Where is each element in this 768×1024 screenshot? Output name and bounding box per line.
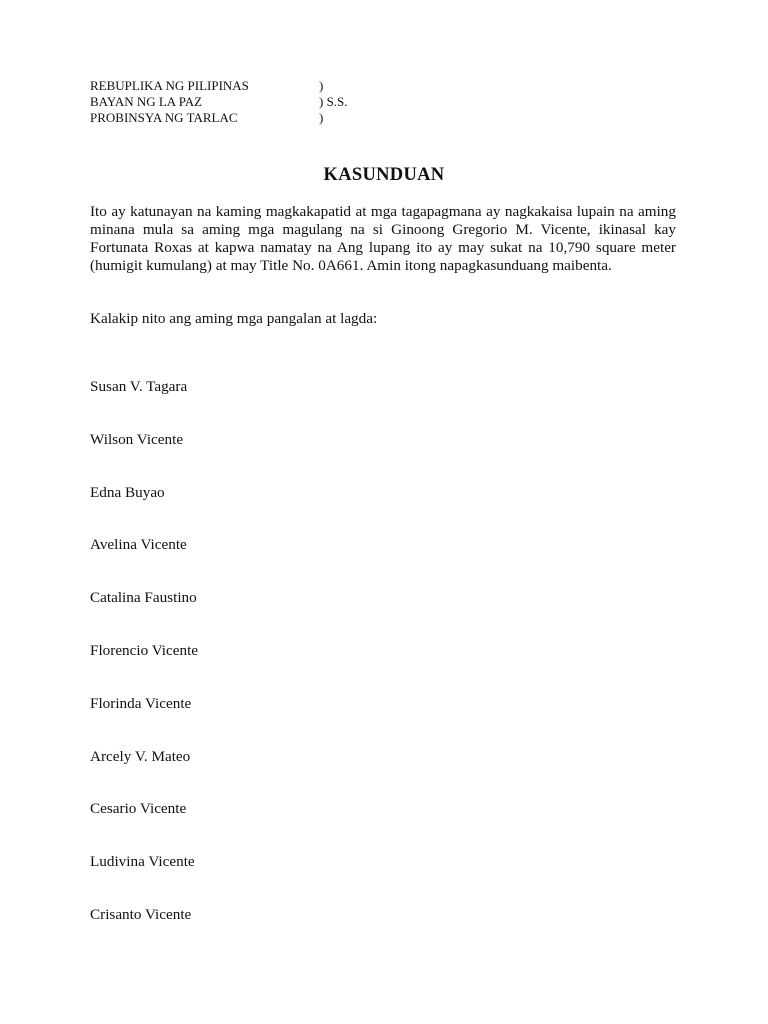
venue-header xyxy=(90,78,490,126)
signatory-name: Catalina Faustino xyxy=(90,589,197,607)
venue-ss: ) S.S. xyxy=(319,94,348,109)
signatory-name: Ludivina Vicente xyxy=(90,853,195,871)
venue-line-province xyxy=(90,110,490,126)
signatory-name: Florencio Vicente xyxy=(90,641,199,659)
venue-line-country xyxy=(90,78,490,94)
signatory-list xyxy=(90,378,198,959)
venue-bracket: ) xyxy=(319,110,324,125)
document-title: KASUNDUAN xyxy=(323,165,445,185)
venue-bracket: ) xyxy=(319,78,324,93)
signatory-name: Avelina Vicente xyxy=(90,536,187,554)
agreement-paragraph: Ito ay katunayan na kaming magkakapatid at mga tagapagmana ay nagkakaisa lupain na aming minana mula sa aming mga magulang na si Ginoong Gregorio M. Vicente, ikinasal kay Fortunata Roxas at kapwa namatay na Ang lupang ito ay may sukat na 10,790 square meter (humigit kumulang) at may Title No. 0A661. Amin itong napagkasunduang maibenta. xyxy=(90,203,676,274)
signatory-name: Edna Buyao xyxy=(90,483,165,501)
signatory-name: Cesario Vicente xyxy=(90,800,187,818)
signatures-intro: Kalakip nito ang aming mga pangalan at lagda: xyxy=(90,310,378,327)
signatory-name: Wilson Vicente xyxy=(90,430,184,448)
venue-town: BAYAN NG LA PAZ xyxy=(90,94,203,109)
venue-country: REBUPLIKA NG PILIPINAS xyxy=(90,78,249,93)
signatory-name: Crisanto Vicente xyxy=(90,905,192,923)
signatory-name: Susan V. Tagara xyxy=(90,378,188,395)
signatory-name: Arcely V. Mateo xyxy=(90,747,191,765)
venue-line-town xyxy=(90,94,490,110)
venue-province: PROBINSYA NG TARLAC xyxy=(90,110,238,125)
signatory-name: Florinda Vicente xyxy=(90,694,192,712)
